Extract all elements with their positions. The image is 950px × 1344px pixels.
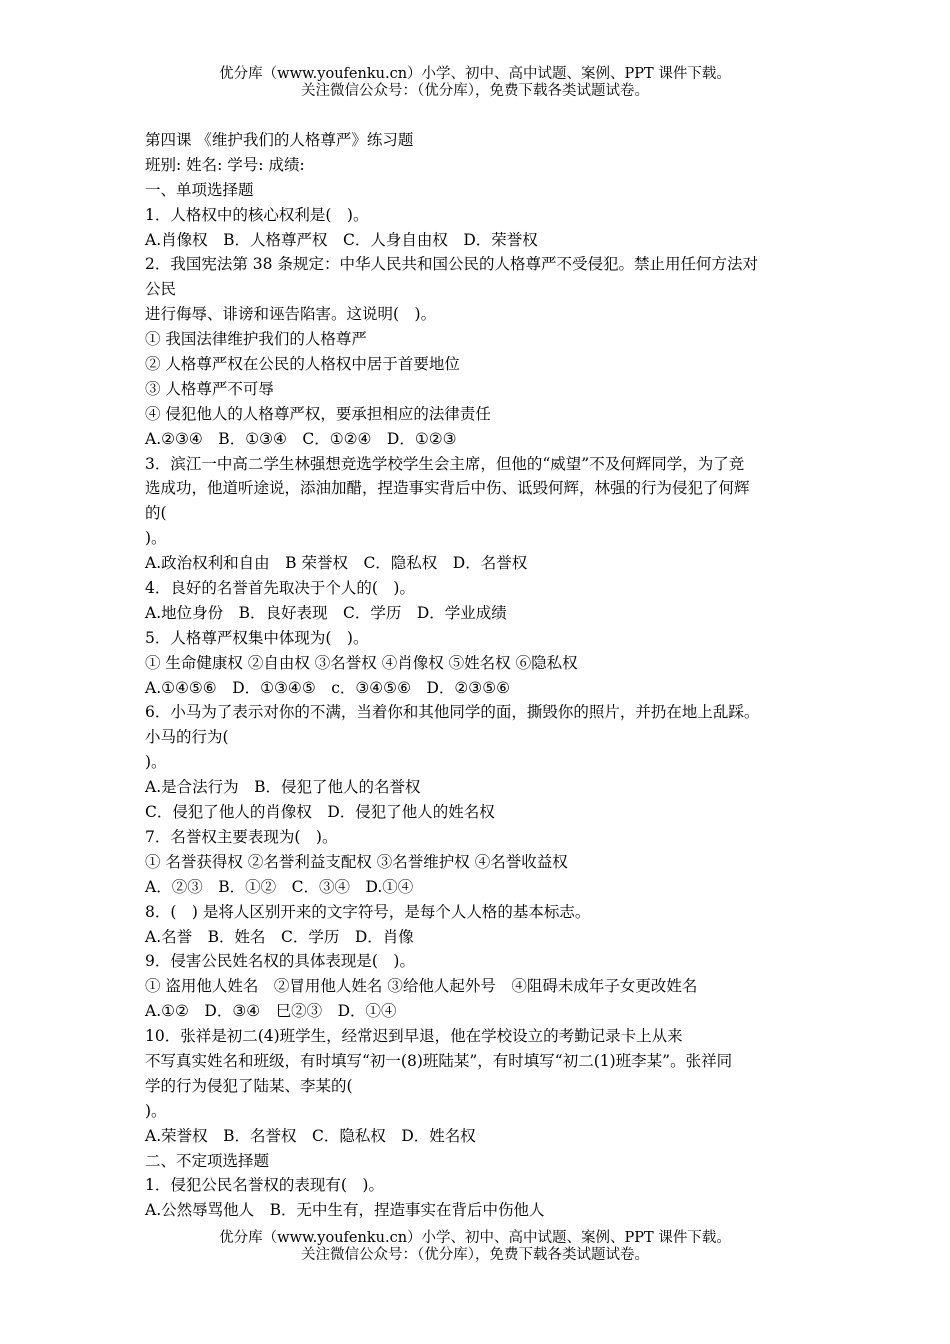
text-line: 不写真实姓名和班级，有时填写“初一(8)班陆某”，有时填写“初二(1)班李某”。张祥同 xyxy=(145,1051,733,1070)
text-line: 5．人格尊严权集中体现为( )。 xyxy=(145,628,369,647)
text-line: 1．侵犯公民名誉权的表现有( )。 xyxy=(145,1176,384,1195)
text-line: )。 xyxy=(145,1101,167,1120)
text-line: 学的行为侵犯了陆某、李某的( xyxy=(145,1076,353,1095)
text-line: A.肖像权 B．人格尊严权 C．人身自由权 D．荣誉权 xyxy=(145,230,538,249)
text-line: 的( xyxy=(145,504,167,523)
text-line: )。 xyxy=(145,753,167,772)
text-line: 2．我国宪法第 38 条规定：中华人民共和国公民的人格尊严不受侵犯。禁止用任何方法对 xyxy=(145,255,758,274)
text-line: 6．小马为了表示对你的不满，当着你和其他同学的面，撕毁你的照片，并扔在地上乱踩。 xyxy=(145,703,760,722)
text-line: 7．名誉权主要表现为( )。 xyxy=(145,827,338,846)
text-line: ① 生命健康权 ②自由权 ③名誉权 ④肖像权 ⑤姓名权 ⑥隐私权 xyxy=(145,653,578,672)
text-line: 3．滨江一中高二学生林强想竞选学校学生会主席，但他的“威望”不及何辉同学，为了竞 xyxy=(145,454,745,473)
text-line: 小马的行为( xyxy=(145,728,229,747)
page-header xyxy=(0,66,950,100)
text-line: ③ 人格尊严不可辱 xyxy=(145,379,274,398)
text-line: A.地位身份 B．良好表现 C．学历 D．学业成绩 xyxy=(145,603,507,622)
text-line: A.荣誉权 B．名誉权 C．隐私权 D．姓名权 xyxy=(145,1126,476,1145)
text-line: 1．人格权中的核心权利是( )。 xyxy=(145,205,369,224)
header-line-1: 优分库（www.youfenku.cn）小学、初中、高中试题、案例、PPT 课件下载。 xyxy=(219,66,731,82)
footer-line-2: 关注微信公众号：（优分库），免费下载各类试题试卷。 xyxy=(301,1247,649,1263)
text-line: )。 xyxy=(145,529,167,548)
worksheet-body xyxy=(145,128,810,1223)
text-line: ① 名誉获得权 ②名誉利益支配权 ③名誉维护权 ④名誉收益权 xyxy=(145,852,568,871)
text-line: 班别: 姓名: 学号: 成绩: xyxy=(145,155,305,174)
text-line: C．侵犯了他人的肖像权 D．侵犯了他人的姓名权 xyxy=(145,803,495,822)
page-footer xyxy=(0,1230,950,1264)
footer-line-1: 优分库（www.youfenku.cn）小学、初中、高中试题、案例、PPT 课件下载。 xyxy=(219,1230,731,1246)
text-line: 4．良好的名誉首先取决于个人的( )。 xyxy=(145,579,415,598)
text-line: ① 我国法律维护我们的人格尊严 xyxy=(145,330,367,349)
text-line: 10．张祥是初二(4)班学生，经常迟到早退，他在学校设立的考勤记录卡上从来 xyxy=(145,1027,683,1046)
text-line: 进行侮辱、诽谤和诬告陷害。这说明( )。 xyxy=(145,305,437,324)
header-line-2: 关注微信公众号：（优分库），免费下载各类试题试卷。 xyxy=(301,83,649,99)
text-line: 公民 xyxy=(145,280,177,299)
text-line: 8．( ) 是将人区别开来的文字符号，是每个人人格的基本标志。 xyxy=(145,902,591,921)
text-line: A.名誉 B．姓名 C．学历 D．肖像 xyxy=(145,927,414,946)
text-line: A.是合法行为 B．侵犯了他人的名誉权 xyxy=(145,778,421,797)
text-line: 选成功，他道听途说，添油加醋，捏造事实背后中伤、诋毁何辉，林强的行为侵犯了何辉 xyxy=(145,479,750,498)
text-line: A.①② D．③④ 巳②③ D．①④ xyxy=(145,1002,397,1021)
text-line: A.①④⑤⑥ D．①③④⑤ c．③④⑤⑥ D．②③⑤⑥ xyxy=(145,678,510,697)
text-line: A．②③ B．①② C．③④ D.①④ xyxy=(145,877,414,896)
text-line: A.公然辱骂他人 B．无中生有，捏造事实在背后中伤他人 xyxy=(145,1201,545,1220)
text-line: A.政治权利和自由 B 荣誉权 C．隐私权 D．名誉权 xyxy=(145,554,528,573)
text-line: A.②③④ B．①③④ C．①②④ D．①②③ xyxy=(145,429,457,448)
text-line: 第四课 《维护我们的人格尊严》练习题 xyxy=(145,131,414,149)
text-line: 一、单项选择题 xyxy=(145,180,254,199)
text-line: 9．侵害公民姓名权的具体表现是( )。 xyxy=(145,952,415,971)
text-line: ② 人格尊严权在公民的人格权中居于首要地位 xyxy=(145,355,460,374)
text-line: ④ 侵犯他人的人格尊严权，要承担相应的法律责任 xyxy=(145,404,491,423)
text-line: 二、不定项选择题 xyxy=(145,1151,270,1170)
text-line: ① 盗用他人姓名 ②冒用他人姓名 ③给他人起外号 ④阻碍未成年子女更改姓名 xyxy=(145,977,698,996)
